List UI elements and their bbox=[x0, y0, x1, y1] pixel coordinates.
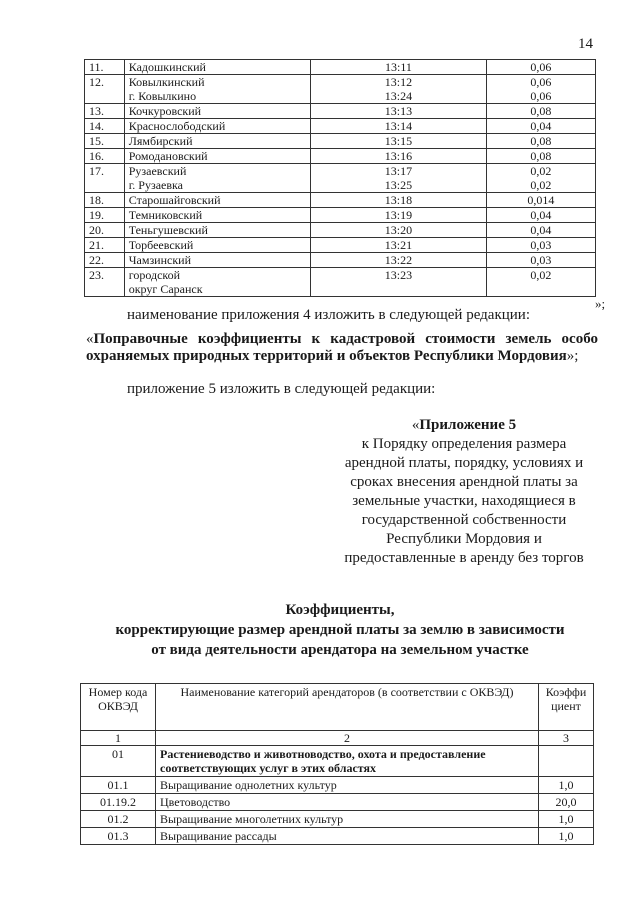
table-closing-mark: »; bbox=[595, 296, 606, 311]
page-number: 14 bbox=[578, 36, 593, 52]
coefficient-value: 1,0 bbox=[539, 828, 594, 845]
district-name: Торбеевский bbox=[124, 238, 311, 253]
coefficient-value: 0,06 bbox=[486, 60, 595, 75]
table-row bbox=[85, 268, 596, 297]
table-row bbox=[85, 238, 596, 253]
appendix-line: арендной платы, порядку, условиях и bbox=[344, 455, 584, 471]
row-number: 22. bbox=[85, 253, 125, 268]
district-name: городской округ Саранск bbox=[124, 268, 311, 297]
table-row bbox=[81, 828, 594, 845]
cadastral-code: 13:14 bbox=[311, 119, 486, 134]
cadastral-code: 13:19 bbox=[311, 208, 486, 223]
district-name: Рузаевский г. Рузаевка bbox=[124, 164, 311, 193]
table-row bbox=[85, 164, 596, 193]
cadastral-code: 13:22 bbox=[311, 253, 486, 268]
cadastral-code: 13:13 bbox=[311, 104, 486, 119]
row-number: 13. bbox=[85, 104, 125, 119]
okved-code: 01 bbox=[81, 746, 156, 777]
appendix-5-header: «Приложение 5 к Порядку определения размера арендной платы, порядку, условиях и сроках внесения арендной платы за земельные участки, находящиеся в государственной собственности Республики Мордовия и предоставленные в аренду без торгов bbox=[316, 416, 612, 568]
coefficient-value: 0,02 bbox=[486, 268, 595, 297]
paragraph-appendix-4-title: наименование приложения 4 изложить в следующей редакции: bbox=[127, 307, 530, 323]
district-name: Чамзинский bbox=[124, 253, 311, 268]
coefficient-value: 0,08 bbox=[486, 134, 595, 149]
row-number: 19. bbox=[85, 208, 125, 223]
header-okved-code: Номер кода ОКВЭД bbox=[81, 684, 156, 731]
okved-code: 01.19.2 bbox=[81, 794, 156, 811]
row-number: 12. bbox=[85, 75, 125, 104]
cadastral-code: 13:15 bbox=[311, 134, 486, 149]
coefficient-value: 0,04 bbox=[486, 208, 595, 223]
coefficient-value: 1,0 bbox=[539, 811, 594, 828]
row-number: 18. bbox=[85, 193, 125, 208]
coefficient-value bbox=[539, 746, 594, 777]
row-number: 20. bbox=[85, 223, 125, 238]
paragraph-appendix-5-intro: приложение 5 изложить в следующей редакции: bbox=[127, 381, 436, 397]
district-name: Темниковский bbox=[124, 208, 311, 223]
table-row bbox=[85, 134, 596, 149]
paragraph-appendix-4-new-name: «Поправочные коэффициенты к кадастровой стоимости земель особо охраняемых природных территорий и объектов Республики Мордовия»; bbox=[86, 331, 598, 364]
appendix-line: земельные участки, находящиеся в bbox=[352, 493, 576, 509]
district-name: Кочкуровский bbox=[124, 104, 311, 119]
table-row bbox=[81, 777, 594, 794]
coefficient-value: 0,03 bbox=[486, 253, 595, 268]
district-name: Кадошкинский bbox=[124, 60, 311, 75]
appendix-line: Республики Мордовия и bbox=[386, 531, 542, 547]
appendix-line: сроках внесения арендной платы за bbox=[350, 474, 578, 490]
cadastral-code: 13:12 13:24 bbox=[311, 75, 486, 104]
category-name: Выращивание рассады bbox=[156, 828, 539, 845]
column-index-row: 1 2 3 bbox=[81, 731, 594, 746]
appendix-line: государственной собственности bbox=[361, 512, 567, 528]
coefficient-value: 1,0 bbox=[539, 777, 594, 794]
okved-code: 01.2 bbox=[81, 811, 156, 828]
table-row bbox=[85, 223, 596, 238]
coefficients-heading: Коэффициенты, корректирующие размер арендной платы за землю в зависимости от вида деятельности арендатора на земельном участке bbox=[115, 602, 565, 658]
appendix-line: предоставленные в аренду без торгов bbox=[344, 550, 584, 566]
coefficient-value: 0,04 bbox=[486, 119, 595, 134]
row-number: 21. bbox=[85, 238, 125, 253]
table-row bbox=[85, 60, 596, 75]
cadastral-code: 13:21 bbox=[311, 238, 486, 253]
category-name: Выращивание однолетних культур bbox=[156, 777, 539, 794]
row-number: 15. bbox=[85, 134, 125, 149]
coefficient-value: 0,08 bbox=[486, 149, 595, 164]
okved-code: 01.3 bbox=[81, 828, 156, 845]
coefficient-value: 0,03 bbox=[486, 238, 595, 253]
cadastral-code: 13:17 13:25 bbox=[311, 164, 486, 193]
header-category-name: Наименование категорий арендаторов (в соответствии с ОКВЭД) bbox=[156, 684, 539, 731]
table-row bbox=[85, 104, 596, 119]
district-coefficient-table bbox=[84, 59, 596, 297]
row-number: 17. bbox=[85, 164, 125, 193]
activity-coefficient-table bbox=[80, 683, 594, 845]
row-number: 16. bbox=[85, 149, 125, 164]
cadastral-code: 13:18 bbox=[311, 193, 486, 208]
district-name: Теньгушевский bbox=[124, 223, 311, 238]
category-name: Цветоводство bbox=[156, 794, 539, 811]
coefficient-value: 0,014 bbox=[486, 193, 595, 208]
coefficient-value: 0,02 0,02 bbox=[486, 164, 595, 193]
table-row bbox=[85, 253, 596, 268]
okved-code: 01.1 bbox=[81, 777, 156, 794]
coefficient-value: 0,06 0,06 bbox=[486, 75, 595, 104]
table-row bbox=[85, 193, 596, 208]
appendix-line: к Порядку определения размера bbox=[361, 436, 567, 452]
district-name: Старошайговский bbox=[124, 193, 311, 208]
table-row bbox=[85, 149, 596, 164]
cadastral-code: 13:20 bbox=[311, 223, 486, 238]
table-row bbox=[81, 811, 594, 828]
cadastral-code: 13:16 bbox=[311, 149, 486, 164]
district-name: Ковылкинский г. Ковылкино bbox=[124, 75, 311, 104]
table-row bbox=[85, 75, 596, 104]
coefficient-value: 20,0 bbox=[539, 794, 594, 811]
table-row bbox=[81, 794, 594, 811]
table-header-row bbox=[81, 684, 594, 731]
cadastral-code: 13:11 bbox=[311, 60, 486, 75]
district-name: Лямбирский bbox=[124, 134, 311, 149]
appendix-title: Приложение 5 bbox=[419, 417, 517, 433]
table-row bbox=[85, 208, 596, 223]
district-name: Ромодановский bbox=[124, 149, 311, 164]
coefficient-value: 0,08 bbox=[486, 104, 595, 119]
header-coefficient: Коэффи циент bbox=[539, 684, 594, 731]
cadastral-code: 13:23 bbox=[311, 268, 486, 297]
table-row bbox=[81, 746, 594, 777]
category-name: Растениеводство и животноводство, охота и предоставление соответствующих услуг в этих областях bbox=[156, 746, 539, 777]
row-number: 14. bbox=[85, 119, 125, 134]
district-name: Краснослободский bbox=[124, 119, 311, 134]
row-number: 23. bbox=[85, 268, 125, 297]
table-row bbox=[85, 119, 596, 134]
category-name: Выращивание многолетних культур bbox=[156, 811, 539, 828]
row-number: 11. bbox=[85, 60, 125, 75]
coefficient-value: 0,04 bbox=[486, 223, 595, 238]
